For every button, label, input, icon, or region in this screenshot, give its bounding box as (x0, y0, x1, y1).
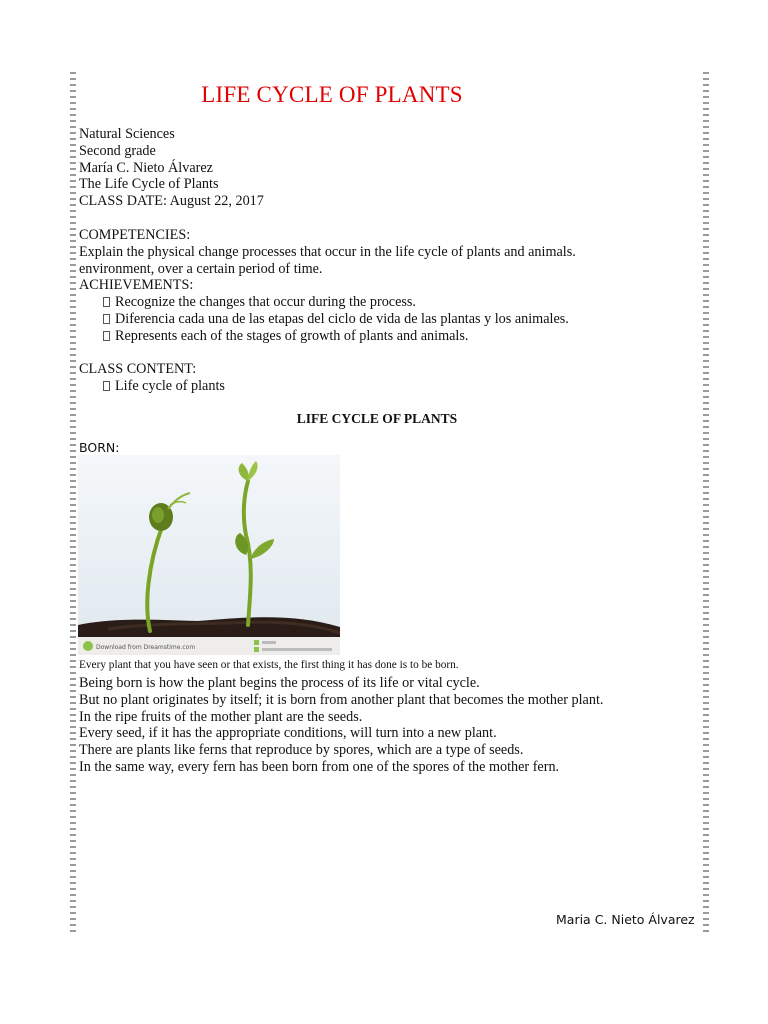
header-info (79, 126, 264, 210)
bullet-icon (103, 331, 110, 341)
class-content-list (103, 378, 225, 395)
list-item: Represents each of the stages of growth of plants and animals. (103, 328, 569, 345)
achievements-label: ACHIEVEMENTS: (79, 277, 194, 294)
bullet-icon (103, 314, 110, 324)
photo-caption: Every plant that you have seen or that exists, the first thing it has done is to be born. (79, 659, 459, 671)
watermark-text: Download from Dreamstime.com (96, 644, 196, 651)
grade-line: Second grade (79, 142, 156, 159)
bullet-icon (103, 381, 110, 391)
subject-line: Natural Sciences (79, 126, 175, 142)
list-item: Life cycle of plants (103, 378, 225, 395)
body-line: But no plant originates by itself; it is born from another plant that becomes the mother plant. (79, 691, 604, 708)
document-title: LIFE CYCLE OF PLANTS (201, 82, 463, 107)
born-label: BORN: (79, 440, 120, 455)
topic-line: The Life Cycle of Plants (79, 176, 219, 193)
bullet-icon (103, 297, 110, 307)
body-line: In the same way, every fern has been born from one of the spores of the mother fern. (79, 758, 560, 775)
section-heading: LIFE CYCLE OF PLANTS (296, 411, 458, 426)
body-line: Being born is how the plant begins the process of its life or vital cycle. (79, 675, 480, 691)
left-page-border (70, 72, 76, 932)
body-line: Every seed, if it has the appropriate conditions, will turn into a new plant. (79, 725, 497, 742)
body-text (79, 675, 603, 776)
competencies-label: COMPETENCIES: (79, 227, 191, 243)
footer-author: Maria C. Nieto Álvarez (556, 912, 695, 927)
competencies-section (79, 227, 576, 294)
list-item: Recognize the changes that occur during the process. (103, 294, 569, 311)
competency-line: environment, over a certain period of time. (79, 260, 323, 277)
class-date-line: CLASS DATE: August 22, 2017 (79, 193, 264, 210)
body-line: There are plants like ferns that reproduce by spores, which are a type of seeds. (79, 742, 524, 759)
sprouting-seedlings-photo (78, 455, 340, 655)
teacher-line: María C. Nieto Álvarez (79, 159, 213, 176)
right-page-border (703, 72, 709, 932)
competency-line: Explain the physical change processes that occur in the life cycle of plants and animals. (79, 243, 576, 260)
achievements-list (103, 294, 569, 344)
class-content-label: CLASS CONTENT: (79, 361, 197, 377)
body-line: In the ripe fruits of the mother plant are the seeds. (79, 708, 363, 725)
list-item: Diferencia cada una de las etapas del ciclo de vida de las plantas y los animales. (103, 311, 569, 328)
